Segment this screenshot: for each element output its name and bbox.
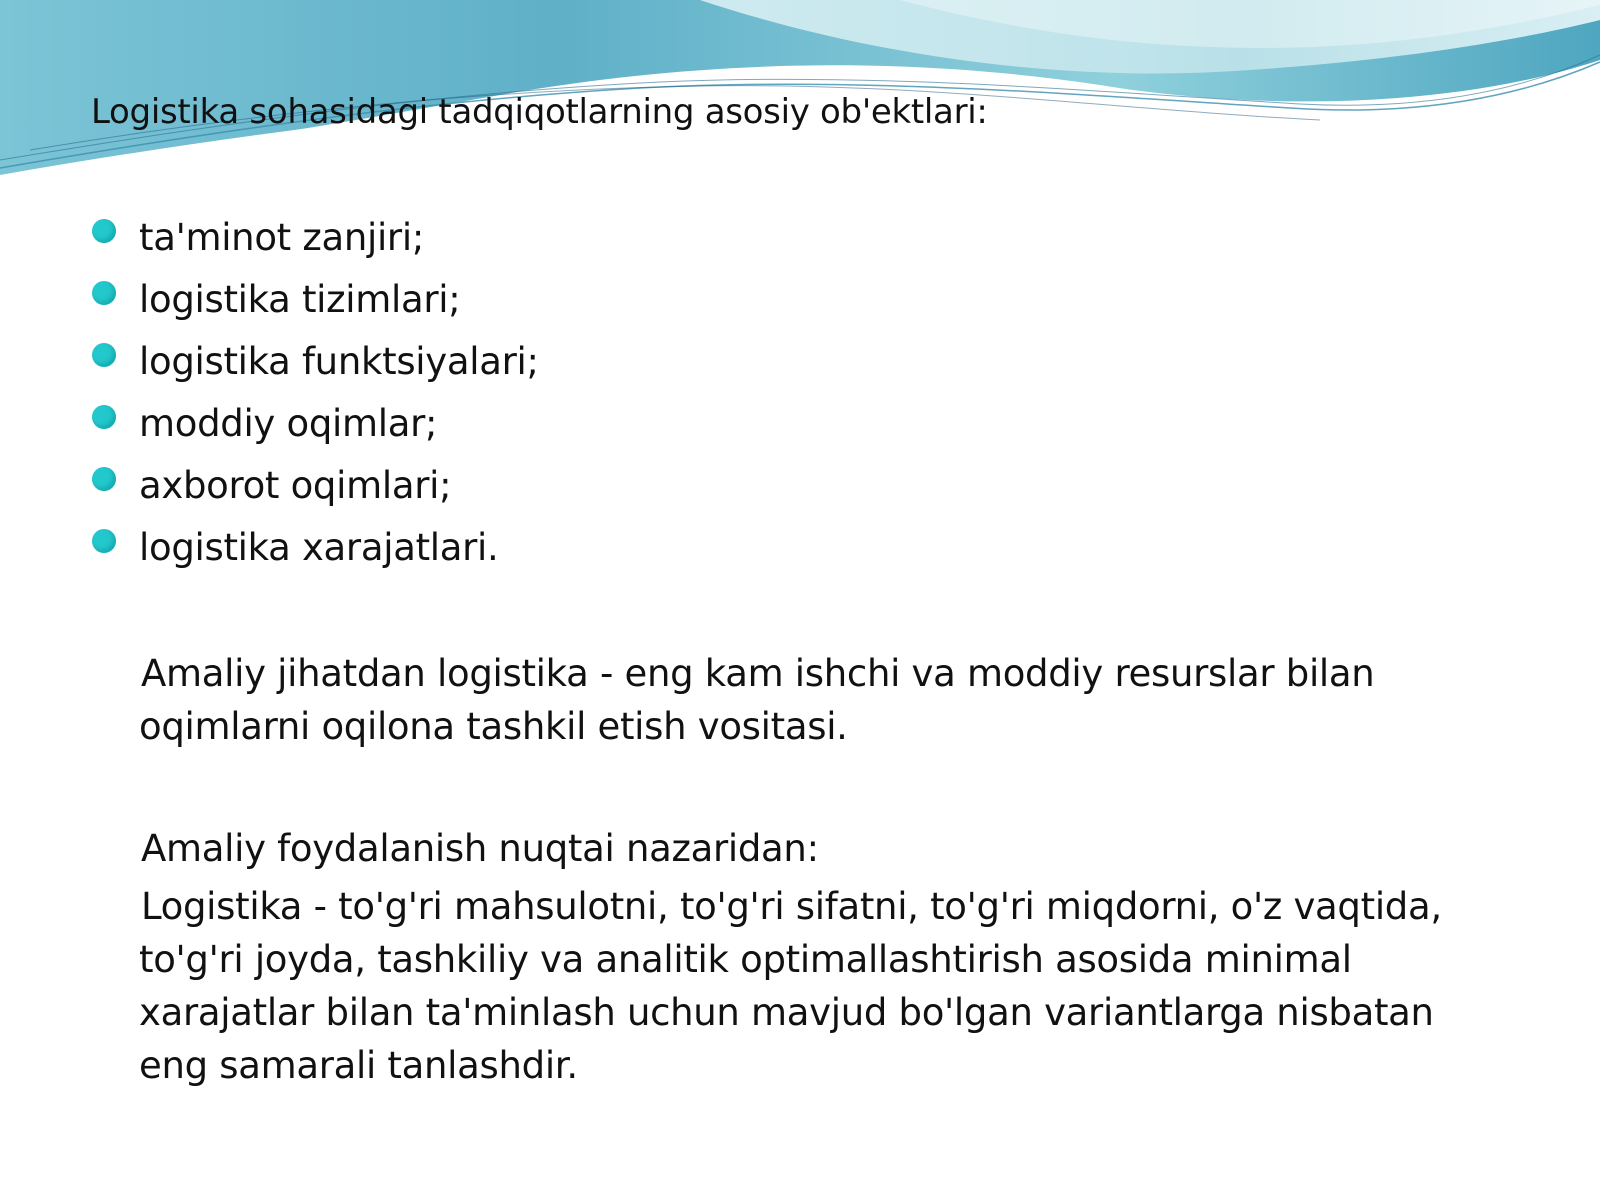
list-item-label: axborot oqimlari;: [139, 464, 452, 507]
list-item-label: logistika funktsiyalari;: [139, 340, 539, 383]
paragraph-practical-use-heading: Amaliy foydalanish nuqtai nazaridan:: [141, 827, 819, 870]
paragraph-logistics-definition: Logistika - to'g'ri mahsulotni, to'g'ri sifatni, to'g'ri miqdorni, o'z vaqtida, to'g'ri joyda, tashkiliy va analitik optimallashtirish asosida minimal xarajatlar bilan ta'minlash uchun mavjud bo'lgan variantlarga nisbatan eng samarali tanlashdir.: [139, 885, 1442, 1087]
list-item-label: moddiy oqimlar;: [139, 402, 438, 445]
teal-dot-icon: [92, 405, 116, 429]
list-item: [92, 455, 539, 517]
teal-dot-icon: [92, 529, 116, 553]
list-item: [92, 269, 539, 331]
teal-dot-icon: [92, 219, 116, 243]
list-item: [92, 207, 539, 269]
list-item: [92, 393, 539, 455]
objects-bullet-list: [92, 207, 539, 579]
list-item-label: logistika xarajatlari.: [139, 526, 499, 569]
list-item-label: logistika tizimlari;: [139, 278, 461, 321]
list-item: [92, 517, 539, 579]
paragraph-practical-definition: Amaliy jihatdan logistika - eng kam ishchi va moddiy resurslar bilan oqimlarni oqilona tashkil etish vositasi.: [139, 652, 1375, 748]
teal-dot-icon: [92, 281, 116, 305]
slide-title: Logistika sohasidagi tadqiqotlarning asosiy ob'ektlari:: [91, 92, 988, 132]
list-item: [92, 331, 539, 393]
teal-dot-icon: [92, 343, 116, 367]
teal-dot-icon: [92, 467, 116, 491]
list-item-label: ta'minot zanjiri;: [139, 216, 424, 259]
